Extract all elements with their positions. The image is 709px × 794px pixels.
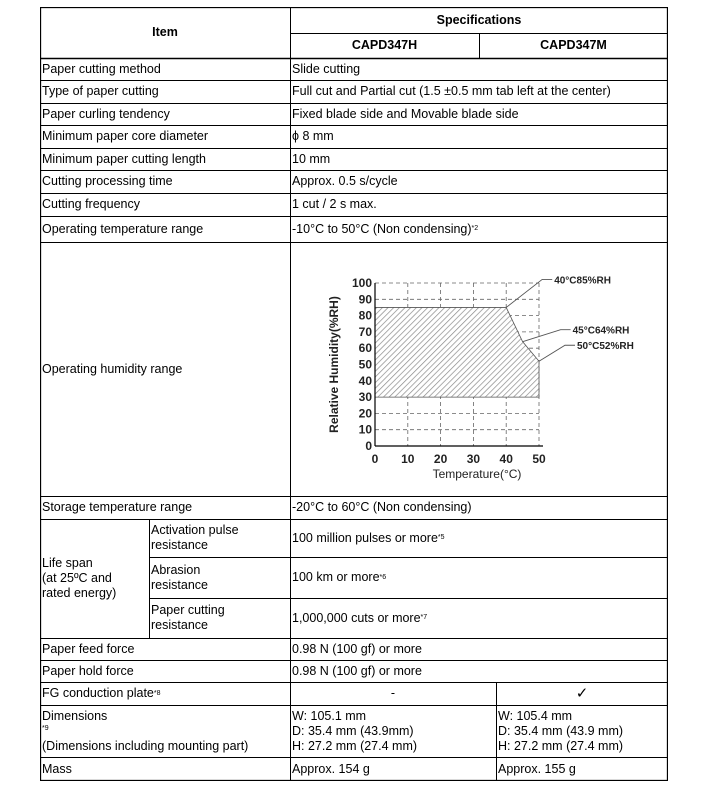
- value-paper-cutting: 1,000,000 cuts or more *7: [292, 610, 428, 625]
- value-storage-temp: -20°C to 60°C (Non condensing): [292, 500, 472, 514]
- life-span-line-3: rated energy): [42, 586, 117, 600]
- value-mass-h: Approx. 154 g: [292, 761, 370, 776]
- humidity-range-area: [375, 307, 539, 397]
- value-abrasion: 100 km or more *6: [292, 570, 387, 584]
- label-hold-force: Paper hold force: [42, 663, 134, 678]
- dim-h-h: H: 27.2 mm (27.4 mm): [292, 738, 418, 753]
- y-tick-label: 60: [358, 341, 372, 356]
- value-core-diameter: ϕ 8 mm: [292, 129, 334, 143]
- x-tick-label: 40: [499, 452, 513, 466]
- y-tick-label: 20: [358, 406, 372, 421]
- dim-m-w: W: 105.4 mm: [498, 708, 573, 723]
- y-tick-label: 10: [358, 422, 372, 437]
- label-processing-time: Cutting processing time: [42, 174, 173, 188]
- label-feed-force: Paper feed force: [42, 641, 135, 656]
- annotation-label: 50°C52%RH: [577, 341, 634, 353]
- header-item: Item: [152, 25, 178, 39]
- label-op-temp: Operating temperature range: [42, 221, 204, 236]
- label-curling: Paper curling tendency: [42, 106, 170, 121]
- y-tick-label: 70: [358, 324, 372, 339]
- value-fg-plate-h: -: [390, 686, 396, 700]
- value-dimensions-h: [290, 705, 496, 757]
- activation-line-2: resistance: [151, 538, 208, 552]
- label-paper-cutting: [149, 598, 290, 638]
- dim-h-d: D: 35.4 mm (43.9mm): [292, 723, 414, 738]
- abrasion-line-2: resistance: [151, 577, 208, 592]
- label-mass: Mass: [42, 761, 72, 776]
- value-cutting-method: Slide cutting: [292, 61, 361, 76]
- dimensions-line-2: (Dimensions including mounting part): [42, 738, 249, 753]
- label-frequency: Cutting frequency: [42, 197, 140, 211]
- label-fg-plate: FG conduction plate *8: [42, 686, 161, 700]
- label-cut-type: Type of paper cutting: [42, 84, 159, 98]
- paper-cutting-line-2: resistance: [151, 618, 208, 632]
- life-span-line-1: Life span: [42, 556, 93, 570]
- value-dimensions-m: [496, 705, 668, 757]
- life-span-line-2: (at 25ºC and: [42, 571, 112, 585]
- abrasion-line-1: Abrasion: [151, 562, 201, 577]
- value-cut-type: Full cut and Partial cut (1.5 ±0.5 mm tab left at the center): [292, 84, 611, 98]
- header-model-h: CAPD347H: [351, 38, 418, 52]
- y-axis-title: Relative Humidity(%RH): [327, 296, 341, 433]
- dimensions-note: *9: [42, 724, 49, 732]
- activation-text: 100 million pulses or more: [292, 530, 438, 545]
- paper-cutting-line-1: Paper cutting: [151, 603, 225, 617]
- label-op-humidity: Operating humidity range: [42, 361, 183, 376]
- value-cut-length: 10 mm: [292, 151, 331, 166]
- annotation-leader: [523, 330, 571, 342]
- value-frequency: 1 cut / 2 s max.: [292, 197, 377, 211]
- spec-table: [40, 7, 668, 781]
- x-tick-label: 50: [532, 452, 546, 466]
- fg-plate-text: FG conduction plate: [42, 686, 154, 700]
- annotation-label: 40°C85%RH: [554, 275, 612, 287]
- value-fg-plate-m: ✓: [575, 685, 589, 702]
- annotation-leader: [506, 279, 552, 307]
- y-tick-label: 30: [358, 390, 372, 405]
- label-cutting-method: Paper cutting method: [42, 61, 161, 76]
- dimensions-line-1: [42, 709, 248, 739]
- value-curling: Fixed blade side and Movable blade side: [292, 106, 519, 121]
- value-activation-pulse: 100 million pulses or more *5: [292, 530, 445, 545]
- label-life-span: [40, 519, 149, 638]
- x-tick-label: 30: [466, 452, 481, 466]
- label-dimensions: [40, 705, 290, 757]
- y-tick-label: 90: [358, 292, 372, 307]
- label-cut-length: Minimum paper cutting length: [42, 151, 206, 166]
- dim-m-d: D: 35.4 mm (43.9 mm): [498, 723, 624, 738]
- y-tick-label: 80: [358, 308, 372, 323]
- value-op-temp: -10°C to 50°C (Non condensing) *2: [292, 221, 479, 236]
- label-abrasion: [149, 557, 290, 598]
- op-temp-text: -10°C to 50°C (Non condensing): [292, 221, 472, 236]
- value-processing-time: Approx. 0.5 s/cycle: [292, 174, 398, 188]
- y-tick-label: 50: [358, 357, 372, 372]
- value-hold-force: 0.98 N (100 gf) or more: [292, 663, 422, 678]
- y-tick-label: 40: [358, 373, 372, 388]
- value-feed-force: 0.98 N (100 gf) or more: [292, 641, 422, 656]
- x-tick-label: 10: [401, 452, 415, 466]
- activation-line-1: Activation pulse: [151, 523, 239, 537]
- abrasion-text: 100 km or more: [292, 570, 380, 584]
- label-storage-temp: Storage temperature range: [42, 500, 193, 514]
- dim-h-w: W: 105.1 mm: [292, 708, 367, 723]
- annotation-leader: [539, 345, 575, 361]
- y-tick-label: 0: [365, 439, 372, 453]
- dimensions-text: Dimensions: [42, 708, 108, 723]
- x-axis-title: Temperature(°C): [432, 467, 522, 481]
- x-tick-label: 0: [371, 452, 379, 466]
- x-tick-label: 20: [433, 452, 448, 466]
- label-core-diameter: Minimum paper core diameter: [42, 129, 209, 143]
- header-model-m: CAPD347M: [540, 38, 607, 52]
- paper-cutting-text: 1,000,000 cuts or more: [292, 610, 421, 625]
- y-tick-label: 100: [351, 276, 372, 290]
- value-mass-m: Approx. 155 g: [498, 761, 576, 776]
- dim-m-h: H: 27.2 mm (27.4 mm): [498, 738, 624, 753]
- label-activation-pulse: [149, 519, 290, 557]
- annotation-label: 45°C64%RH: [572, 325, 630, 337]
- humidity-chart: [320, 262, 640, 492]
- header-specifications: Specifications: [436, 12, 522, 27]
